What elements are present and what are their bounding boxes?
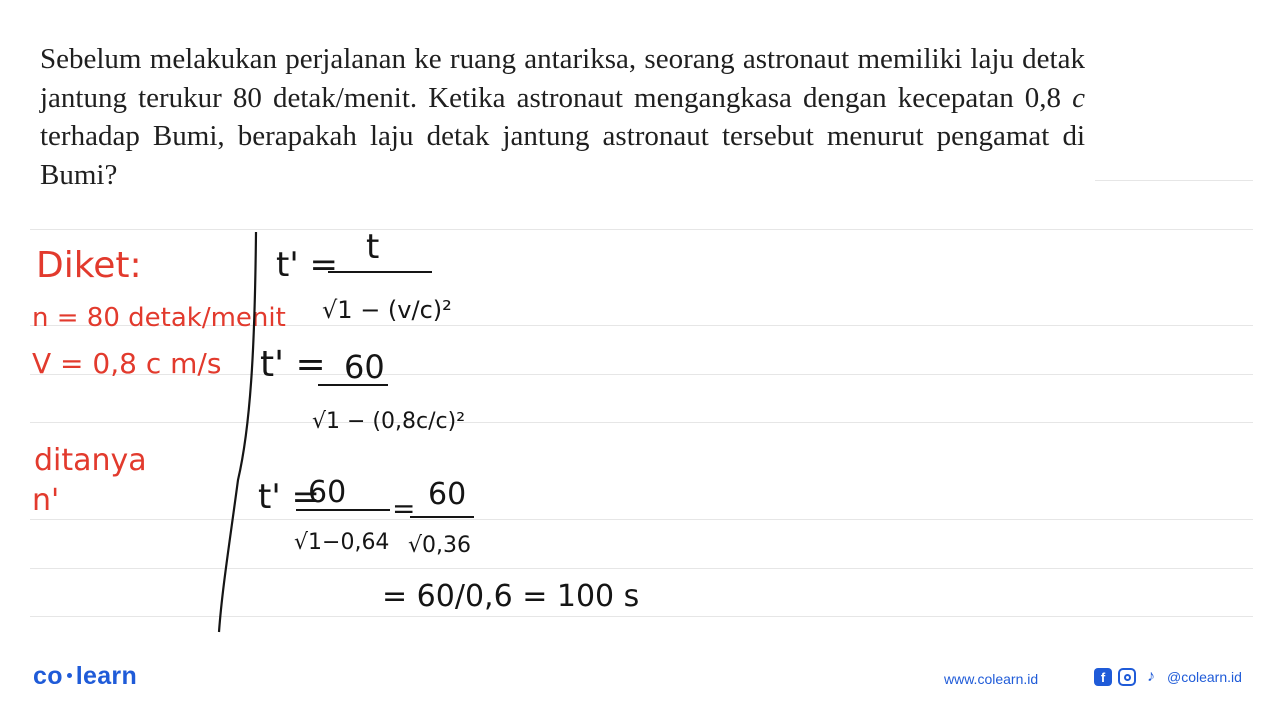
known-heading: Diket: <box>36 245 142 286</box>
tiktok-icon[interactable]: ♪ <box>1147 668 1155 685</box>
step2-denominator: √1 − (0,8c/c)² <box>312 409 466 434</box>
step2-lhs: t' = <box>260 344 326 385</box>
step1-denominator: √1 − (v/c)² <box>322 296 452 324</box>
question-part-1: Sebelum melakukan perjalanan ke ruang antariksa, seorang astronaut memiliki laju detak jantung terukur 80 detak/menit. Ketika astronaut mengangkasa dengan kecepatan 0,8 <box>40 43 1085 114</box>
step4-result: = 60/0,6 = 100 s <box>382 579 640 614</box>
website-link[interactable]: www.colearn.id <box>944 671 1039 687</box>
step3-lhs: t' = <box>258 477 320 517</box>
step1-lhs: t' = <box>276 245 338 285</box>
separator-line <box>219 232 256 632</box>
social-handle[interactable]: @colearn.id <box>1167 669 1242 685</box>
question-variable-c: c <box>1072 81 1085 114</box>
step3-numerator-1: 60 <box>308 475 347 510</box>
step2-numerator: 60 <box>344 348 385 386</box>
facebook-icon[interactable]: f <box>1094 668 1112 686</box>
known-n: n = 80 detak/menit <box>32 303 286 333</box>
colearn-logo[interactable] <box>33 662 137 691</box>
step3-denominator-1: √1−0,64 <box>294 530 390 555</box>
asked-heading: ditanya <box>34 443 147 478</box>
step1-numerator: t <box>366 227 380 267</box>
asked-symbol: n' <box>32 483 60 518</box>
instagram-icon[interactable] <box>1118 668 1136 686</box>
logo-dot <box>67 673 72 678</box>
logo-learn: learn <box>75 662 138 690</box>
logo-co: co <box>33 662 63 690</box>
social-links <box>1094 668 1242 686</box>
step3-denominator-2: √0,36 <box>408 533 472 558</box>
step3-equals: = <box>392 492 416 525</box>
known-v: V = 0,8 c m/s <box>32 347 222 380</box>
question-part-2: terhadap Bumi, berapakah laju detak jantung astronaut tersebut menurut pengamat di Bumi? <box>40 120 1085 191</box>
step3-numerator-2: 60 <box>428 477 467 512</box>
